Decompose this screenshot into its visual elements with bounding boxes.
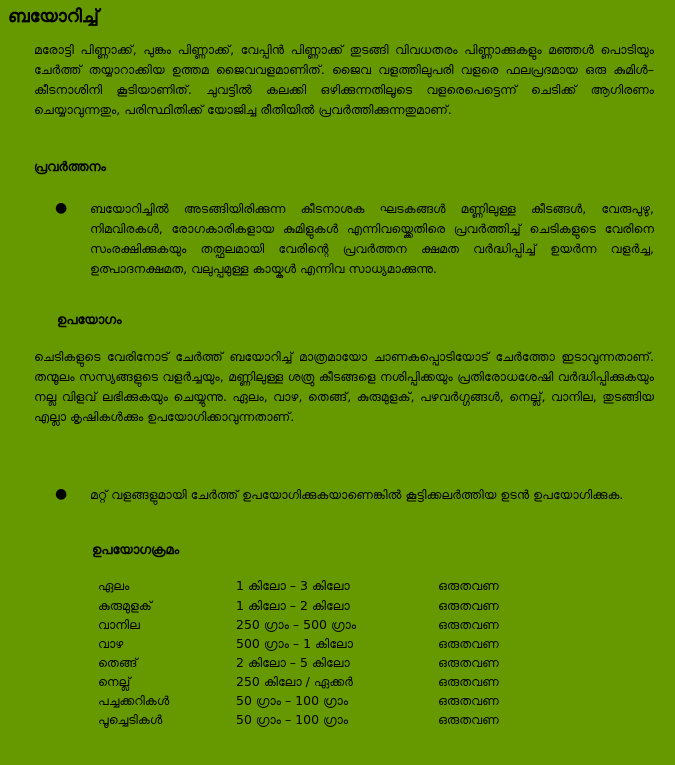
table-row	[98, 710, 558, 729]
dosage-amount: 2 കിലോ – 5 കിലോ	[236, 655, 350, 670]
mixing-note: മറ്റ് വളങ്ങളുമായി ചേർത്ത് ഉപയോഗിക്കുകയാണെങ്കിൽ കൂട്ടിക്കലർത്തിയ ഉടൻ ഉപയോഗിക്കുക.	[90, 487, 624, 502]
section-heading-dosage: ഉപയോഗക്രമം	[92, 543, 180, 558]
table-row	[98, 653, 558, 672]
dosage-amount: 50 ഗ്രാം – 100 ഗ്രാം	[236, 712, 349, 727]
application-frequency: ഒരുതവണ	[438, 712, 499, 727]
table-row	[98, 596, 558, 615]
bullet-marker: ●	[55, 486, 68, 502]
crop-name: പൂച്ചെടികൾ	[98, 712, 163, 727]
application-frequency: ഒരുതവണ	[438, 674, 499, 689]
crop-name: വാനില	[98, 617, 140, 632]
dosage-amount: 1 കിലോ – 3 കിലോ	[236, 578, 350, 593]
section-heading-usage: ഉപയോഗം	[57, 313, 122, 328]
dosage-amount: 500 ഗ്രാം – 1 കിലോ	[236, 636, 353, 651]
application-frequency: ഒരുതവണ	[438, 617, 499, 632]
section-heading-function: പ്രവർത്തനം	[34, 160, 106, 175]
application-frequency: ഒരുതവണ	[438, 655, 499, 670]
crop-name: പച്ചക്കറികൾ	[98, 693, 170, 708]
application-frequency: ഒരുതവണ	[438, 693, 499, 708]
intro-paragraph: മരോട്ടി പിണ്ണാക്ക്, പുങ്കം പിണ്ണാക്ക്, വേപ്പിൻ പിണ്ണാക്ക് തുടങ്ങി വിവധതരം പിണ്ണാക്കുകളും മഞ്ഞൾ പൊടിയും ചേർത്ത് തയ്യാറാക്കിയ ഉത്തമ ജൈവവളമാണിത്. ജൈവ വളത്തിലുപരി വളരെ ഫലപ്രദമായ ഒരു കുമിൾ– കീടനാശിനി കൂടിയാണിത്. ചുവട്ടിൽ കലക്കി ഒഴിക്കുന്നതിലൂടെ വളരെപെട്ടെന്ന് ചെടിക്ക് ആഗിരണം ചെയ്യാവുന്നതും, പരിസ്ഥിതിക്ക് യോജിച്ച രീതിയിൽ പ്രവർത്തിക്കുന്നതുമാണ്.	[34, 42, 654, 117]
bullet-marker: ●	[55, 200, 68, 216]
crop-name: വാഴ	[98, 636, 124, 651]
dosage-amount: 250 കിലോ / ഏക്കർ	[236, 674, 353, 689]
crop-name: നെല്ല്	[98, 674, 131, 689]
dosage-amount: 50 ഗ്രാം – 100 ഗ്രാം	[236, 693, 349, 708]
crop-name: തെങ്ങ്	[98, 655, 138, 670]
table-row	[98, 634, 558, 653]
application-frequency: ഒരുതവണ	[438, 598, 499, 613]
table-row	[98, 576, 558, 595]
usage-paragraph: ചെടികളുടെ വേരിനോട് ചേർത്ത് ബയോറിച്ച് മാത്രമായോ ചാണകപ്പൊടിയോട് ചേർത്തോ ഇടാവുന്നതാണ്. തന്മൂലം സസ്യങ്ങളുടെ വളർച്ചയും, മണ്ണിലുള്ള ശത്രു കീടങ്ങളെ നശിപ്പിക്കയും പ്രതിരോധശേഷി വർദ്ധിപ്പിക്കുകയും നല്ല വിളവ് ലഭിക്കുകയും ചെയ്യുന്നു. ഏലം, വാഴ, തെങ്ങ്, കുരുമുളക്, പഴവർഗ്ഗങ്ങൾ, നെല്ല്, വാനില, തുടങ്ങിയ എല്ലാ കൃഷികൾക്കും ഉപയോഗിക്കാവുന്നതാണ്.	[34, 349, 654, 424]
table-row	[98, 615, 558, 634]
crop-name: കുരുമുളക്	[98, 598, 152, 613]
page-title: ബയോറിച്ച്	[8, 6, 99, 27]
table-row	[98, 691, 558, 710]
application-frequency: ഒരുതവണ	[438, 636, 499, 651]
function-paragraph: ബയോറിച്ചിൽ അടങ്ങിയിരിക്കുന്ന കീടനാശക ഘടകങ്ങൾ മണ്ണിലുള്ള കീടങ്ങൾ, വേരുപുഴു, നിമവിരകൾ, രോഗകാരികളായ കുമിളുകൾ എന്നിവയ്ക്കെതിരെ പ്രവർത്തിച്ച് ചെടികളുടെ വേരിനെ സംരക്ഷിക്കുകയും തത്ഫലമായി വേരിന്റെ പ്രവർത്തന ക്ഷമത വർദ്ധിപ്പിച്ച് ഉയർന്ന വളർച്ച, ഉത്പാദനക്ഷമത, വലുപ്പമുള്ള കായ്കൾ എന്നിവ സാധ്യമാക്കുന്നു.	[90, 201, 654, 276]
dosage-amount: 1 കിലോ – 2 കിലോ	[236, 598, 350, 613]
application-frequency: ഒരുതവണ	[438, 578, 499, 593]
dosage-amount: 250 ഗ്രാം – 500 ഗ്രാം	[236, 617, 357, 632]
crop-name: ഏലം	[98, 578, 130, 593]
table-row	[98, 672, 558, 691]
